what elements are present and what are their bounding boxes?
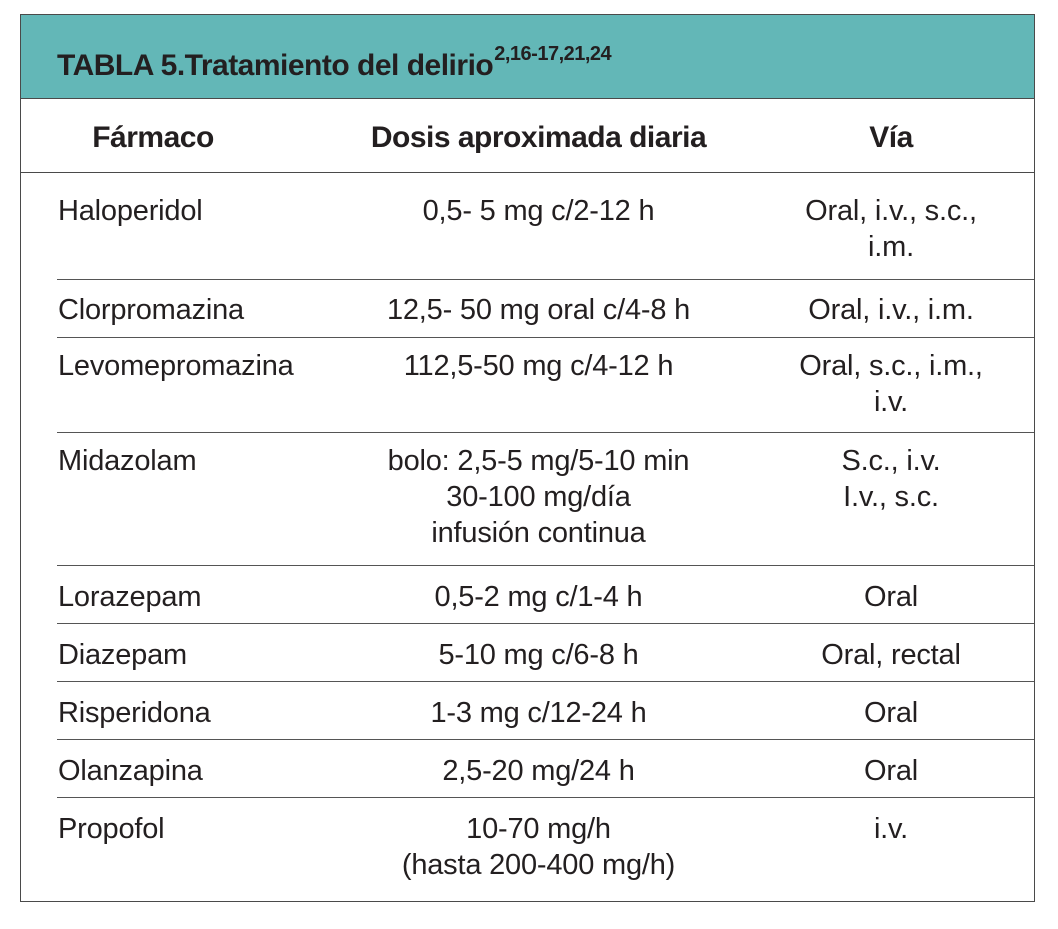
table-row [21, 624, 1034, 682]
dose-cell: 5-10 mg c/6-8 h [438, 639, 639, 671]
drug-cell: Clorpromazina [58, 294, 244, 326]
dose-cell: 1-3 mg c/12-24 h [430, 697, 647, 729]
dose-cell: 0,5- 5 mg c/2-12 h [422, 195, 655, 227]
table-row [21, 740, 1034, 798]
table-row [21, 566, 1034, 624]
drug-cell: Levomepromazina [58, 350, 294, 382]
route-cell: Oral [864, 581, 918, 613]
table-row [21, 338, 1034, 433]
table-title-bar [21, 15, 1034, 99]
column-header-route: Vía [869, 121, 913, 154]
drug-cell: Lorazepam [58, 581, 202, 613]
route-cell: Oral, i.v., s.c., i.m. [805, 195, 977, 263]
dose-cell: 2,5-20 mg/24 h [442, 755, 635, 787]
dose-cell: 112,5-50 mg c/4-12 h [403, 350, 674, 382]
table-header-row [21, 99, 1034, 173]
drug-cell: Propofol [58, 813, 165, 845]
table-title-references: 2,16-17,21,24 [494, 43, 612, 65]
table-title-text: TABLA 5.Tratamiento del delirio [57, 49, 494, 82]
dose-cell: 12,5- 50 mg oral c/4-8 h [386, 294, 691, 326]
route-cell: Oral, s.c., i.m., i.v. [799, 350, 983, 418]
table-row [21, 433, 1034, 566]
column-header-dose: Dosis aproximada diaria [370, 121, 707, 154]
drug-cell: Risperidona [58, 697, 211, 729]
table-title [57, 43, 612, 83]
dose-cell: 0,5-2 mg c/1-4 h [434, 581, 643, 613]
table-row [21, 280, 1034, 338]
drug-cell: Haloperidol [58, 195, 203, 227]
drug-cell: Diazepam [58, 639, 187, 671]
table-row [21, 682, 1034, 740]
dose-cell: bolo: 2,5-5 mg/5-10 min 30-100 mg/día infusión continua [387, 445, 690, 549]
column-header-drug: Fármaco [92, 121, 214, 154]
route-cell: Oral [864, 755, 918, 787]
route-cell: Oral, i.v., i.m. [808, 294, 974, 326]
table-row [21, 173, 1034, 280]
table-row [21, 798, 1034, 903]
route-cell: Oral [864, 697, 918, 729]
drug-cell: Olanzapina [58, 755, 203, 787]
dose-cell: 10-70 mg/h (hasta 200-400 mg/h) [401, 813, 676, 881]
route-cell: i.v. [873, 813, 909, 845]
delirium-treatment-table [20, 14, 1035, 902]
route-cell: S.c., i.v. I.v., s.c. [841, 445, 941, 513]
route-cell: Oral, rectal [821, 639, 961, 671]
drug-cell: Midazolam [58, 445, 197, 477]
